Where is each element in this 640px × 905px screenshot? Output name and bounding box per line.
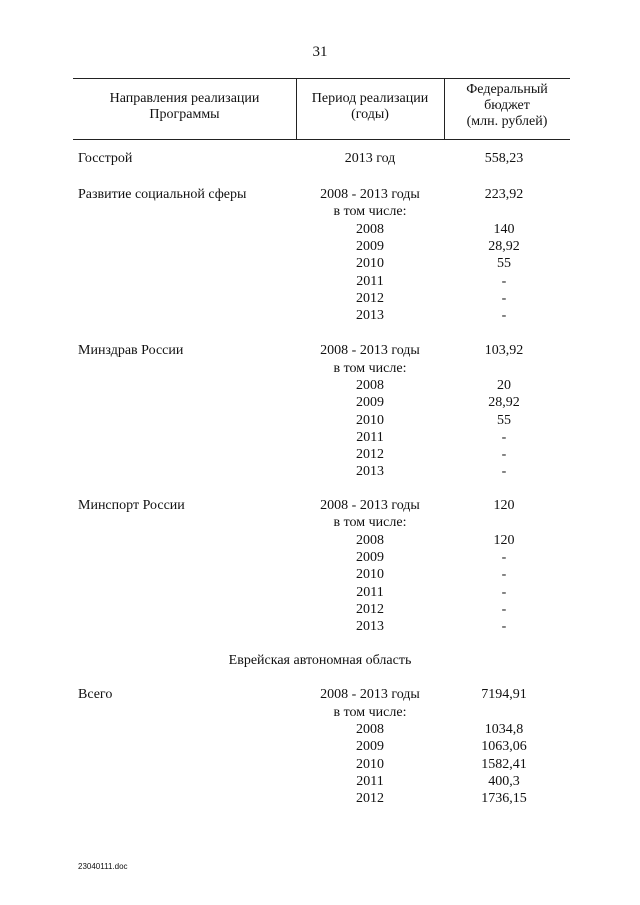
table-row bbox=[0, 221, 640, 238]
cell-value: - bbox=[501, 274, 507, 289]
cell-name: Развитие социальной сферы bbox=[78, 187, 247, 202]
cell-period: 2008 - 2013 годы bbox=[320, 687, 420, 702]
table-row bbox=[0, 773, 640, 790]
cell-value: 28,92 bbox=[488, 395, 520, 410]
table-row bbox=[0, 412, 640, 429]
cell-period: 2011 bbox=[356, 774, 384, 789]
table-row bbox=[0, 549, 640, 566]
table-row bbox=[0, 584, 640, 601]
cell-period: 2012 bbox=[356, 791, 384, 806]
cell-value: 28,92 bbox=[488, 239, 520, 254]
table-row bbox=[0, 686, 640, 703]
table-row bbox=[0, 429, 640, 446]
cell-period: 2008 - 2013 годы bbox=[320, 187, 420, 202]
cell-period: 2013 bbox=[356, 308, 384, 323]
header-period bbox=[296, 91, 444, 123]
cell-period: 2008 bbox=[356, 222, 384, 237]
table-row bbox=[0, 790, 640, 807]
cell-name: Минспорт России bbox=[78, 498, 185, 513]
cell-value: 103,92 bbox=[484, 343, 524, 358]
table-row bbox=[0, 238, 640, 255]
table-header-bottom-rule bbox=[73, 139, 570, 140]
cell-value: 1063,06 bbox=[481, 739, 527, 754]
header-federal-budget bbox=[444, 82, 570, 130]
cell-period: в том числе: bbox=[333, 204, 407, 219]
table-row bbox=[0, 377, 640, 394]
cell-value: - bbox=[501, 567, 507, 582]
table-row bbox=[0, 463, 640, 480]
table-row bbox=[0, 186, 640, 203]
header-text-line: Направления реализации bbox=[109, 91, 260, 106]
cell-value: 1736,15 bbox=[481, 791, 527, 806]
cell-period: 2012 bbox=[356, 602, 384, 617]
cell-period: 2013 bbox=[356, 619, 384, 634]
cell-period: 2010 bbox=[356, 567, 384, 582]
cell-name: Госстрой bbox=[78, 151, 133, 166]
cell-period: 2012 bbox=[356, 291, 384, 306]
cell-period: 2010 bbox=[356, 757, 384, 772]
cell-period: 2012 bbox=[356, 447, 384, 462]
table-row bbox=[0, 360, 640, 377]
table-row bbox=[0, 601, 640, 618]
header-text-line: (млн. рублей) bbox=[466, 114, 548, 129]
cell-value: 400,3 bbox=[488, 774, 520, 789]
cell-period: 2013 год bbox=[344, 151, 396, 166]
table-row bbox=[0, 290, 640, 307]
cell-value: - bbox=[501, 619, 507, 634]
cell-value: - bbox=[501, 550, 507, 565]
cell-period: 2009 bbox=[356, 239, 384, 254]
cell-period: 2010 bbox=[356, 413, 384, 428]
cell-value: 223,92 bbox=[484, 187, 524, 202]
cell-name: Минздрав России bbox=[78, 343, 184, 358]
table-row bbox=[0, 756, 640, 773]
cell-period: 2008 bbox=[356, 533, 384, 548]
table-row bbox=[0, 618, 640, 635]
cell-value: 120 bbox=[493, 533, 515, 548]
cell-value: 55 bbox=[497, 256, 511, 271]
cell-value: 120 bbox=[493, 498, 515, 513]
cell-value: - bbox=[501, 291, 507, 306]
cell-period: 2008 bbox=[356, 378, 384, 393]
table-row bbox=[0, 446, 640, 463]
table-row bbox=[0, 394, 640, 411]
cell-period: 2013 bbox=[356, 464, 384, 479]
cell-period: 2009 bbox=[356, 739, 384, 754]
cell-period: 2010 bbox=[356, 256, 384, 271]
cell-period: 2009 bbox=[356, 550, 384, 565]
header-text-line: Программы bbox=[149, 107, 220, 122]
cell-period: 2008 - 2013 годы bbox=[320, 343, 420, 358]
cell-value: - bbox=[501, 585, 507, 600]
table-row bbox=[0, 150, 640, 167]
table-row bbox=[0, 497, 640, 514]
cell-value: 7194,91 bbox=[481, 687, 527, 702]
cell-value: - bbox=[501, 464, 507, 479]
table-row bbox=[0, 566, 640, 583]
table-row bbox=[0, 273, 640, 290]
cell-value: - bbox=[501, 430, 507, 445]
cell-period: 2011 bbox=[356, 430, 384, 445]
table-row bbox=[0, 532, 640, 549]
cell-period: в том числе: bbox=[333, 705, 407, 720]
header-text-line: (годы) bbox=[351, 107, 389, 122]
cell-value: - bbox=[501, 602, 507, 617]
cell-value: 558,23 bbox=[484, 151, 524, 166]
cell-value: 1582,41 bbox=[481, 757, 527, 772]
header-directions bbox=[73, 91, 296, 123]
table-row bbox=[0, 307, 640, 324]
cell-value: - bbox=[501, 308, 507, 323]
cell-value: 140 bbox=[493, 222, 515, 237]
cell-value: - bbox=[501, 447, 507, 462]
table-row bbox=[0, 342, 640, 359]
cell-name: Всего bbox=[78, 687, 113, 702]
footer-filename: 23040111.doc bbox=[78, 862, 128, 871]
table-header-top-rule bbox=[73, 78, 570, 79]
cell-period: в том числе: bbox=[333, 515, 407, 530]
cell-period: 2011 bbox=[356, 585, 384, 600]
cell-value: 20 bbox=[497, 378, 511, 393]
table-row bbox=[0, 704, 640, 721]
cell-period: 2009 bbox=[356, 395, 384, 410]
cell-value: 1034,8 bbox=[484, 722, 524, 737]
region-title: Еврейская автономная область bbox=[228, 653, 412, 668]
table-row bbox=[0, 738, 640, 755]
cell-period: 2008 bbox=[356, 722, 384, 737]
table-row bbox=[0, 721, 640, 738]
cell-period: 2008 - 2013 годы bbox=[320, 498, 420, 513]
header-text-line: Период реализации bbox=[311, 91, 429, 106]
cell-period: в том числе: bbox=[333, 361, 407, 376]
cell-period: 2011 bbox=[356, 274, 384, 289]
header-text-line: Федеральный bbox=[466, 82, 548, 97]
table-row bbox=[0, 203, 640, 220]
table-row bbox=[0, 255, 640, 272]
header-text-line: бюджет bbox=[484, 98, 530, 113]
cell-value: 55 bbox=[497, 413, 511, 428]
table-row bbox=[0, 514, 640, 531]
page-number: 31 bbox=[312, 44, 328, 60]
